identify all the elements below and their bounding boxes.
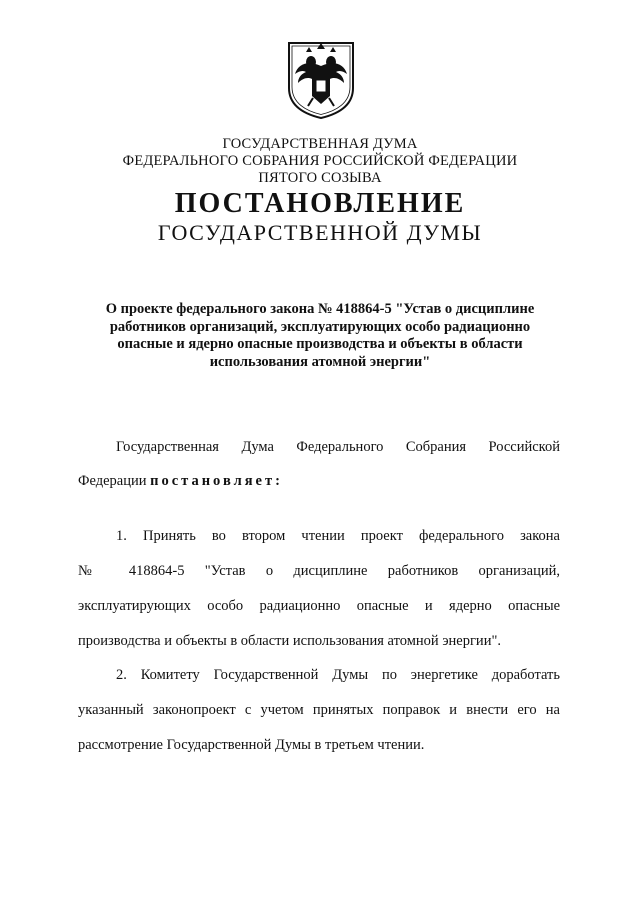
item-1-line-2: № 418864-5 "Устав о дисциплине работников организаций, [78, 563, 560, 579]
item-2 [78, 667, 560, 754]
item-2-line-2: указанный законопроект с учетом принятых поправок и внести его на [78, 702, 560, 718]
document-subject: О проекте федерального закона № 418864-5 "Устав о дисциплине работников организаций, эксплуатирующих особо радиационно опасные и ядерно опасные производства и объекты в области использования атомной энергии" [105, 301, 535, 370]
preamble-verb: постановляет: [150, 473, 283, 489]
org-line-2: ФЕДЕРАЛЬНОГО СОБРАНИЯ РОССИЙСКОЙ ФЕДЕРАЦИИ [122, 153, 518, 169]
item-2-line-1: 2. Комитету Государственной Думы по энергетике доработать [116, 667, 560, 683]
document-type-title: ПОСТАНОВЛЕНИЕ [174, 188, 466, 219]
org-line-3: ПЯТОГО СОЗЫВА [258, 170, 382, 186]
preamble-line-1: Государственная Дума Федерального Собрания Российской [116, 439, 560, 455]
document-type-subtitle: ГОСУДАРСТВЕННОЙ ДУМЫ [157, 220, 483, 245]
item-2-line-3: рассмотрение Государственной Думы в третьем чтении. [78, 737, 425, 753]
preamble-line-2 [78, 473, 560, 490]
coat-of-arms-emblem-icon [286, 40, 356, 120]
item-1 [78, 528, 560, 650]
preamble [78, 439, 560, 490]
item-1-line-4: производства и объекты в области использования атомной энергии". [78, 633, 501, 649]
org-line-1: ГОСУДАРСТВЕННАЯ ДУМА [222, 136, 418, 152]
preamble-prefix: Федерации [78, 473, 147, 489]
item-1-line-1: 1. Принять во втором чтении проект федерального закона [116, 528, 560, 544]
item-1-line-3: эксплуатирующих особо радиационно опасные и ядерно опасные [78, 598, 560, 614]
